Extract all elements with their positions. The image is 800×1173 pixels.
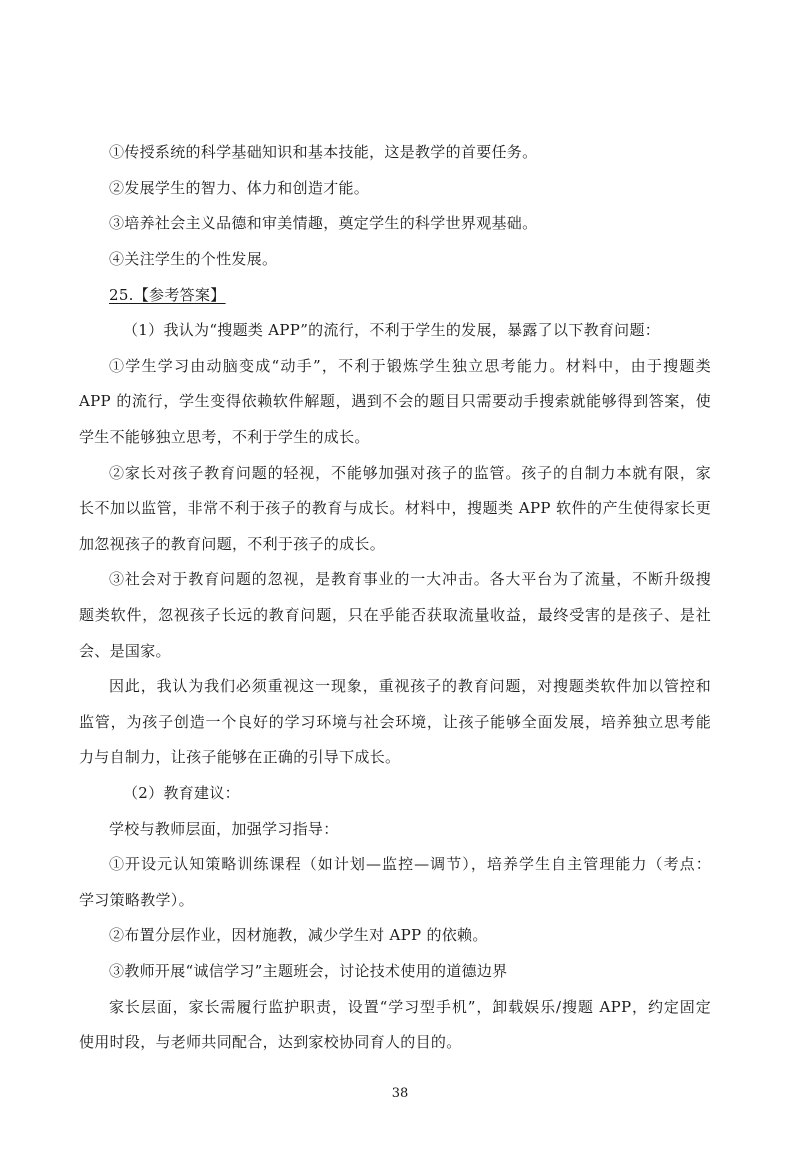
suggestion-1-line-2: 学习策略教学）。: [79, 891, 194, 909]
paragraph-2-line-1: ②家长对孩子教育问题的轻视，不能够加强对孩子的监管。孩子的自制力本就有限，家: [109, 464, 711, 482]
paragraph-2-line-3: 加忽视孩子的教育问题，不利于孩子的成长。: [79, 535, 386, 553]
suggestion-3: ③教师开展“诚信学习”主题班会，讨论技术使用的道德边界: [109, 962, 508, 980]
list-item-2: ②发展学生的智力、体力和创造才能。: [109, 179, 370, 197]
suggestion-1-line-1: ①开设元认知策略训练课程（如计划—监控—调节），培养学生自主管理能力（考点：: [109, 855, 711, 873]
paragraph-1-line-2: APP 的流行，学生变得依赖软件解题，遇到不会的题目只需要动手搜索就能够得到答案，使: [79, 392, 711, 410]
conclusion-line-3: 力与自制力，让孩子能够在正确的引导下成长。: [79, 748, 401, 766]
question-1-intro: （1）我认为“搜题类 APP”的流行，不利于学生的发展，暴露了以下教育问题：: [123, 321, 661, 339]
conclusion-line-2: 监管，为孩子创造一个良好的学习环境与社会环境，让孩子能够全面发展，培养独立思考能: [79, 713, 711, 731]
answer-heading: 25.【参考答案】: [109, 286, 226, 304]
paragraph-1-line-3: 学生不能够独立思考，不利于学生的成长。: [79, 428, 370, 446]
page-number: 38: [391, 1086, 409, 1101]
suggestion-2: ②布置分层作业，因材施教，减少学生对 APP 的依赖。: [109, 926, 488, 944]
paragraph-3-line-1: ③社会对于教育问题的忽视，是教育事业的一大冲击。各大平台为了流量，不断升级搜: [109, 570, 711, 588]
conclusion-line-1: 因此，我认为我们必须重视这一现象，重视孩子的教育问题，对搜题类软件加以管控和: [109, 677, 711, 695]
list-item-1: ①传授系统的科学基础知识和基本技能，这是教学的首要任务。: [109, 143, 538, 161]
paragraph-1-line-1: ①学生学习由动脑变成“动手”，不利于锻炼学生独立思考能力。材料中，由于搜题类: [109, 357, 711, 375]
school-teacher-heading: 学校与教师层面，加强学习指导：: [109, 820, 339, 838]
question-2-heading: （2）教育建议：: [123, 784, 240, 802]
parent-suggestion-line-1: 家长层面，家长需履行监护职责，设置“学习型手机”，卸载娱乐/搜题 APP，约定固定: [109, 998, 711, 1016]
paragraph-3-line-2: 题类软件，忽视孩子长远的教育问题，只在乎能否获取流量收益，最终受害的是孩子、是社: [79, 606, 711, 624]
list-item-3: ③培养社会主义品德和审美情趣，奠定学生的科学世界观基础。: [109, 214, 538, 232]
parent-suggestion-line-2: 使用时段，与老师共同配合，达到家校协同育人的目的。: [79, 1033, 462, 1051]
list-item-4: ④关注学生的个性发展。: [109, 250, 278, 268]
paragraph-3-line-3: 会、是国家。: [79, 642, 171, 660]
paragraph-2-line-2: 长不加以监管，非常不利于孩子的教育与成长。材料中，搜题类 APP 软件的产生使得家长更: [79, 499, 711, 517]
